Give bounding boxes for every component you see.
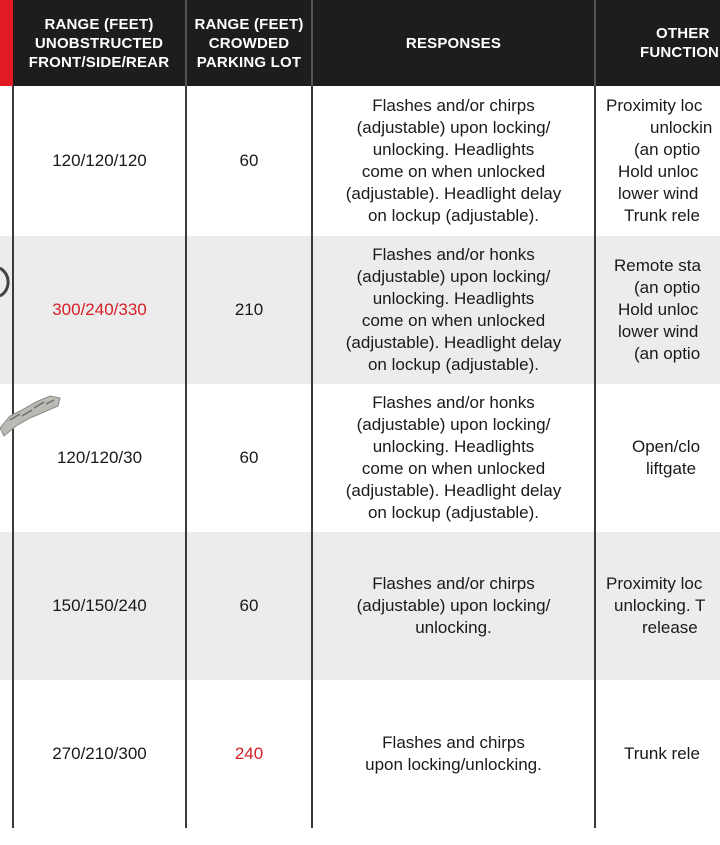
crowded-cell: 210 [186,236,312,384]
table-row [0,532,720,680]
crowded-cell: 60 [186,384,312,532]
header-other-functions: OTHER FUNCTION [595,0,720,86]
key-fob-fragment-icon [0,262,12,302]
other-functions-cell: Trunk rele [595,680,720,828]
other-functions-cell: Proximity loc unlocking. T release [595,532,720,680]
table-row [0,680,720,828]
other-functions-cell: Proximity loc unlockin (an optio Hold unloc lower wind Trunk rele [595,86,720,236]
header-range-crowded: RANGE (FEET) CROWDED PARKING LOT [186,0,312,86]
range-cell: 120/120/30 [13,384,186,532]
header-range-unobstructed: RANGE (FEET) UNOBSTRUCTED FRONT/SIDE/REAR [13,0,186,86]
header-accent-cell [0,0,13,86]
crowded-cell: 60 [186,532,312,680]
range-cell: 120/120/120 [13,86,186,236]
table-row [0,236,720,384]
other-functions-cell: Open/clo liftgate [595,384,720,532]
range-cell: 150/150/240 [13,532,186,680]
table-row [0,384,720,532]
header-responses: RESPONSES [312,0,595,86]
range-cell: 300/240/330 [13,236,186,384]
responses-cell: Flashes and chirps upon locking/unlocking. [312,680,595,828]
crowded-cell: 240 [186,680,312,828]
crowded-cell: 60 [186,86,312,236]
responses-cell: Flashes and/or honks (adjustable) upon locking/ unlocking. Headlights come on when unlocked (adjustable). Headlight delay on lockup (adjustable). [312,236,595,384]
responses-cell: Flashes and/or chirps (adjustable) upon locking/ unlocking. [312,532,595,680]
table-header-row [0,0,720,86]
other-functions-cell: Remote sta (an optio Hold unloc lower wind (an optio [595,236,720,384]
key-blade-fragment-icon [0,388,62,438]
range-cell: 270/210/300 [13,680,186,828]
responses-cell: Flashes and/or chirps (adjustable) upon locking/ unlocking. Headlights come on when unlocked (adjustable). Headlight delay on lockup (adjustable). [312,86,595,236]
table-row [0,86,720,236]
responses-cell: Flashes and/or honks (adjustable) upon locking/ unlocking. Headlights come on when unlocked (adjustable). Headlight delay on lockup (adjustable). [312,384,595,532]
